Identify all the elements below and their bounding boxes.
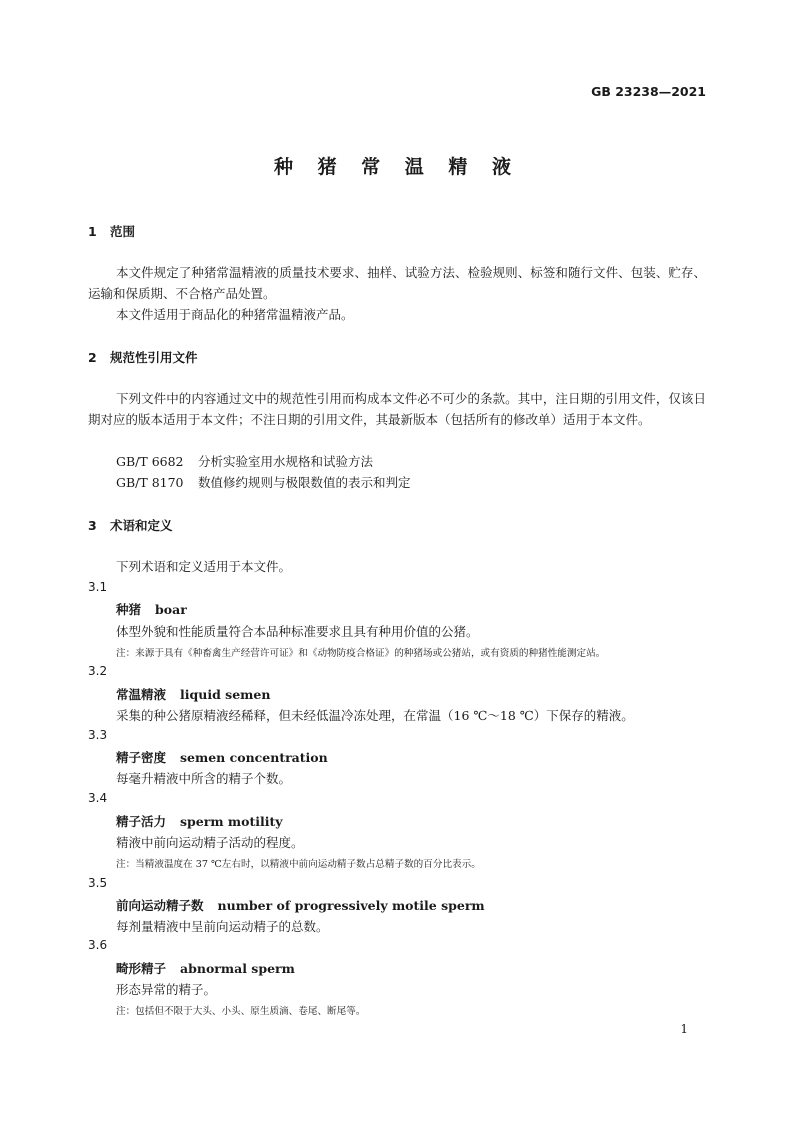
section-heading-terms [88, 516, 173, 534]
reference-title: 分析实验室用水规格和试验方法 [198, 454, 374, 469]
term-number: 3.1 [88, 580, 108, 594]
term-en: boar [155, 602, 187, 617]
term-definition: 形态异常的精子。 [116, 982, 217, 997]
section-number: 3 [88, 518, 97, 533]
term-zh: 常温精液 [116, 687, 167, 702]
section-title: 范围 [110, 224, 136, 239]
term-en: sperm motility [180, 814, 283, 829]
reference-code: GB/T 6682 [116, 454, 184, 469]
term-heading [116, 600, 187, 618]
scope-paragraph-1: 本文件规定了种猪常温精液的质量技术要求、抽样、试验方法、检验规则、标签和随行文件、包装、贮存、运输和保质期、不合格产品处置。 [88, 265, 706, 301]
section-number: 1 [88, 224, 97, 239]
page-number: 1 [680, 1022, 688, 1036]
references-paragraph: 下列文件中的内容通过文中的规范性引用而构成本文件必不可少的条款。其中，注日期的引用文件，仅该日期对应的版本适用于本文件；不注日期的引用文件，其最新版本（包括所有的修改单）适用于本文件。 [88, 391, 706, 427]
term-note: 注：包括但不限于大头、小头、原生质滴、卷尾、断尾等。 [116, 1006, 366, 1017]
term-en: semen concentration [180, 750, 328, 765]
term-definition: 每毫升精液中所含的精子个数。 [116, 771, 292, 786]
term-heading [116, 959, 295, 977]
term-heading [116, 896, 485, 914]
term-definition: 采集的种公猪原精液经稀释，但未经低温冷冻处理，在常温（16 ℃～18 ℃）下保存的精液。 [116, 708, 634, 723]
term-zh: 种猪 [116, 602, 142, 617]
term-note: 注：来源于具有《种畜禽生产经营许可证》和《动物防疫合格证》的种猪场或公猪站，或有资质的种猪性能测定站。 [116, 648, 606, 659]
term-number: 3.3 [88, 728, 108, 742]
reference-title: 数值修约规则与极限数值的表示和判定 [198, 475, 411, 490]
section-title: 术语和定义 [110, 518, 173, 533]
section-number: 2 [88, 350, 97, 365]
section-heading-scope [88, 222, 135, 240]
document-title: 种 猪 常 温 精 液 [273, 156, 521, 178]
term-number: 3.4 [88, 791, 108, 805]
term-heading [116, 685, 270, 703]
section-heading-references [88, 348, 198, 366]
term-definition: 每剂量精液中呈前向运动精子的总数。 [116, 919, 329, 934]
term-note: 注：当精液温度在 37 ℃左右时，以精液中前向运动精子数占总精子数的百分比表示。 [116, 859, 481, 870]
term-number: 3.5 [88, 876, 108, 890]
standard-number: GB 23238—2021 [591, 84, 706, 99]
term-definition: 精液中前向运动精子活动的程度。 [116, 835, 304, 850]
term-en: number of progressively motile sperm [217, 898, 485, 913]
term-number: 3.2 [88, 664, 108, 678]
reference-item [116, 473, 411, 491]
term-heading [116, 812, 283, 830]
term-number: 3.6 [88, 938, 108, 952]
section-title: 规范性引用文件 [110, 350, 198, 365]
term-heading [116, 748, 328, 766]
term-en: liquid semen [180, 687, 271, 702]
term-zh: 精子活力 [116, 814, 167, 829]
term-zh: 精子密度 [116, 750, 167, 765]
terms-intro: 下列术语和定义适用于本文件。 [116, 559, 292, 574]
term-zh: 畸形精子 [116, 961, 167, 976]
term-zh: 前向运动精子数 [116, 898, 204, 913]
reference-item [116, 452, 373, 470]
term-definition: 体型外貌和性能质量符合本品种标准要求且具有种用价值的公猪。 [116, 624, 479, 639]
scope-paragraph-2: 本文件适用于商品化的种猪常温精液产品。 [116, 307, 354, 322]
term-en: abnormal sperm [180, 961, 295, 976]
reference-code: GB/T 8170 [116, 475, 184, 490]
